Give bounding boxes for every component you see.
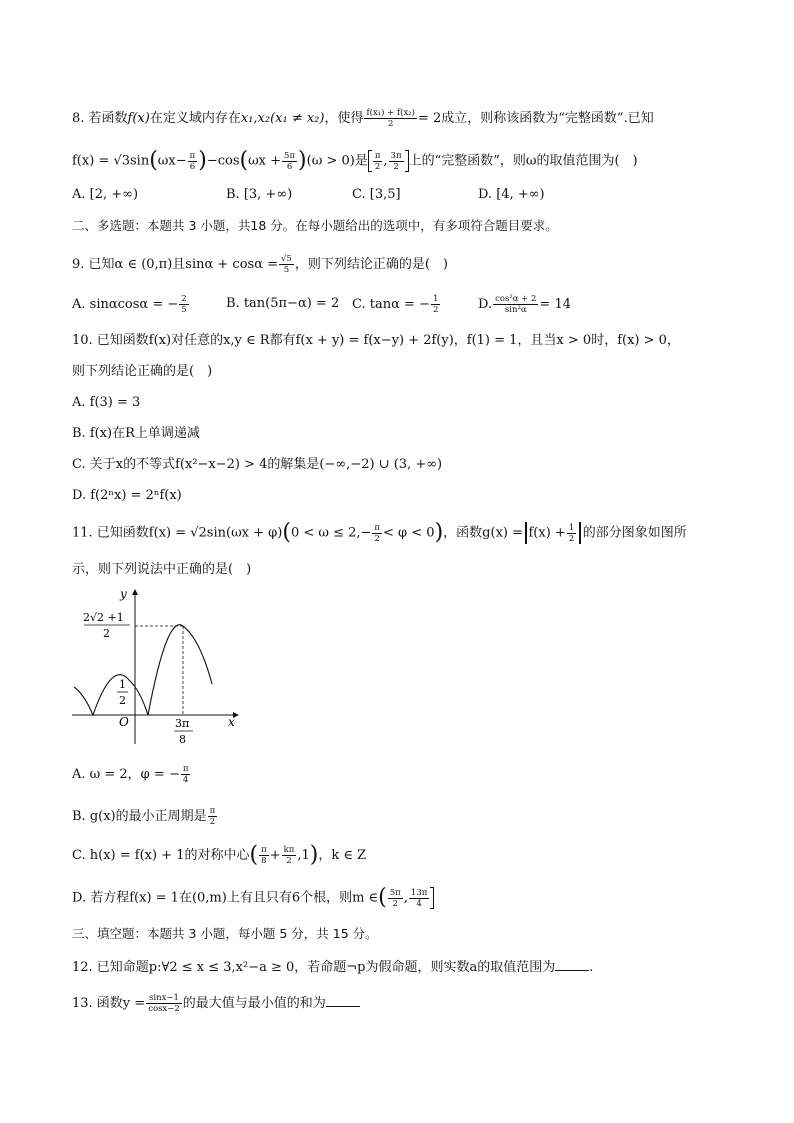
paren-close: ) [298,148,307,173]
half-numerator: 1 [119,678,126,691]
q12-answer-blank[interactable] [555,958,589,971]
q8-option-c[interactable]: C. [3,5] [352,187,401,202]
graph-curve [74,625,212,715]
max-value-numerator: 2√2 +1 [83,611,124,624]
frac-pi-6: $\frac{\pi}{6}$ [189,150,196,172]
q10-stem-line2: 则下列结论正确的是( ) [72,364,213,379]
q9-stem: 9. 已知α ∈ (0,π)且sinα + cosα = $\frac{√5}{5}$ ，则下列结论正确的是( ) [72,254,448,275]
q11-stem-line1: 11. 已知函数f(x) = √2sin(ωx + φ)(0 < ω ≤ 2,− $\frac{\pi}{2}$ < φ < 0)，函数g(x) = f(x) + $\frac{1}{2}$ 的部分图象如图所 [72,520,687,545]
q8-line1 [72,108,734,129]
q11-option-b[interactable]: B. g(x)的最小正周期是 $\frac{\pi}{2}$ [72,806,216,827]
q8-vars: x₁,x₂(x₁ ≠ x₂) [240,111,325,126]
q8-fx: f(x) [127,111,150,126]
q10-option-c[interactable]: C. 关于x的不等式f(x²−x−2) > 4的解集是(−∞,−2) ∪ (3, +∞) [72,457,443,472]
x-label: x [228,715,235,729]
q10-stem-line1: 10. 已知函数f(x)对任意的x,y ∈ R都有f(x + y) = f(x−y) + 2f(y)，f(1) = 1，且当x > 0时，f(x) > 0， [72,333,680,348]
half-denominator: 2 [119,694,126,707]
frac-5pi-6: $\frac{5\pi}{6}$ [284,150,296,172]
frac-sqrt5-5: $\frac{√5}{5}$ [281,254,292,275]
paren-close: ) [198,148,207,173]
q8-text: = 2成立，则称该函数为“完整函数”.已知 [417,111,654,126]
frac-3pi-2: $\frac{3\pi}{2}$ [390,150,402,172]
y-label: y [120,587,127,601]
q8-option-a[interactable]: A. [2, +∞) [72,187,139,202]
q11-option-d[interactable]: D. 若方程f(x) = 1在(0,m)上有且只有6个根，则m ∈( $\frac{5\pi}{2}$ , $\frac{13\pi}{4}$ [72,887,734,909]
bracket-open [368,150,372,172]
q11-option-c[interactable]: C. h(x) = f(x) + 1的对称中心( $\frac{\pi}{8}$ + $\frac{k\pi}{2}$ ,1)，k ∈ Z [72,842,367,868]
origin-label: O [119,715,129,729]
q8-option-d[interactable]: D. [4, +∞) [478,187,545,202]
q9-option-b[interactable]: B. tan(5π−α) = 2 [226,296,340,311]
section-heading-multi-choice: 二、多选题：本题共 3 小题，共18 分。在每小题给出的选项中，有多项符合题目要求。 [72,218,558,233]
q8-text: ，使得 [324,111,364,126]
abs-bar [525,522,527,544]
q9-option-d[interactable]: D. $\frac{\text{cos²α + 2}}{\text{sin²α}}$ = 14 [478,294,571,315]
q8-fraction: $\frac{\text{f(x₁) + f(x₂)}}{2}$ [366,108,415,129]
paren-open: ( [149,148,158,173]
q9-option-c[interactable]: C. tanα = − $\frac{1}{2}$ [352,294,439,315]
x-tick-denominator: 8 [179,733,186,746]
q11-function-graph [72,584,244,746]
q10-option-d[interactable]: D. f(2ⁿx) = 2ⁿf(x) [72,488,182,503]
q12-stem: 12. 已知命题p:∀2 ≤ x ≤ 3,x²−a ≥ 0，若命题¬p为假命题，则实数a的取值范围为 . [72,960,594,975]
q8-fx-def: f(x) = √3sin [72,153,150,169]
q9-option-a[interactable]: A. sinαcosα = − $\frac{2}{5}$ [72,294,187,315]
paren-open: ( [239,148,249,173]
q8-text: 8. 若函数 [72,111,128,126]
section-heading-fill-in: 三、填空题：本题共 3 小题，每小题 5 分，共 15 分。 [72,926,378,941]
frac-pi-2: $\frac{\pi}{2}$ [374,150,381,172]
max-value-denominator: 2 [103,627,110,640]
q8-line2: f(x) = √3sin(ωx− $\frac{\pi}{6}$ )−cos(ωx + $\frac{5\pi}{6}$ )(ω > 0)是 $\frac{\pi}{2}$ , $\frac{3\pi}{2}$ 上的“完整函数”，则ω的取值范围为( ) [72,148,638,173]
q10-option-a[interactable]: A. f(3) = 3 [72,395,141,410]
q8-text: 在定义域内存在 [149,111,241,126]
q11-option-a[interactable]: A. ω = 2，φ = − $\frac{\pi}{4}$ [72,764,189,785]
q10-option-b[interactable]: B. f(x)在R上单调递减 [72,426,200,441]
q11-stem-line2: 示，则下列说法中正确的是( ) [72,562,252,577]
q13-stem: 13. 函数y = $\frac{\sin x-1}{\cos x-2}$ 的最大值与最小值的和为 [72,993,734,1014]
abs-bar [579,522,581,544]
q13-answer-blank[interactable] [326,994,360,1007]
x-tick-numerator: 3π [175,717,190,730]
q8-option-b[interactable]: B. [3, +∞) [226,187,293,202]
